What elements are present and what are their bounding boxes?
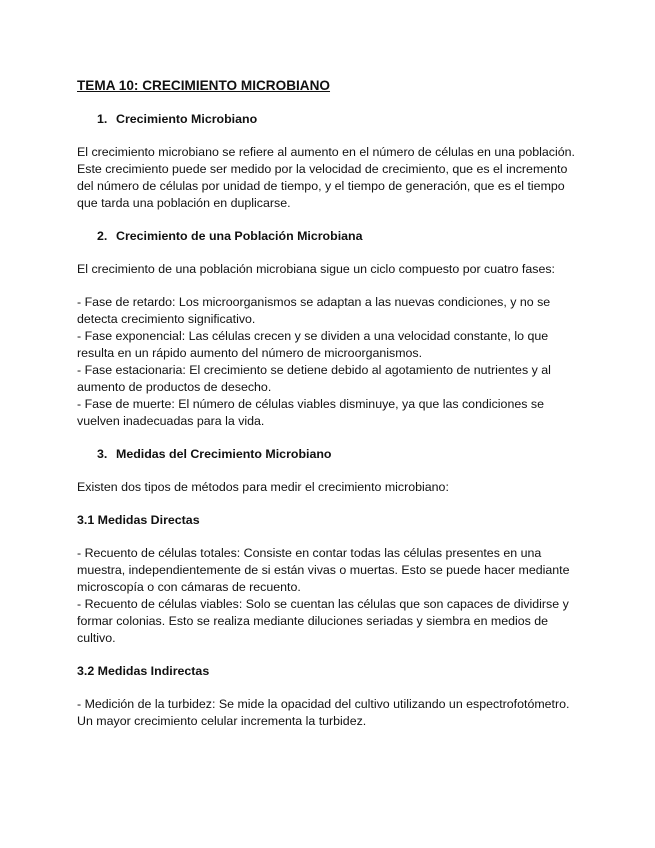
section-heading-text: Medidas del Crecimiento Microbiano: [116, 447, 332, 461]
section-number: 1.: [97, 112, 108, 126]
list-item: - Fase exponencial: Las células crecen y se dividen a una velocidad constante, lo que resulta en un rápido aumento del número de microorganismos.: [77, 329, 549, 360]
section-1-paragraph: El crecimiento microbiano se refiere al aumento en el número de células en una población. Este crecimiento puede ser medido por la velocidad de crecimiento, que es el incremento del número de células por unidad de tiempo, y el tiempo de generación, que es el tiempo que tarda una población en duplicarse.: [77, 145, 575, 210]
list-item: - Recuento de células totales: Consiste en contar todas las células presentes en una muestra, independientemente de si están vivas o muertas. Esto se puede hacer mediante microscopía o con cámaras de recuento.: [77, 546, 570, 594]
list-item: - Fase de retardo: Los microorganismos se adaptan a las nuevas condiciones, y no se detecta crecimiento significativo.: [77, 295, 551, 326]
document-page: [77, 77, 581, 730]
direct-measures-list: [77, 545, 581, 647]
section-heading-3: [97, 446, 581, 463]
section-number: 3.: [97, 447, 108, 461]
section-heading-1: [97, 111, 581, 128]
section-heading-text: Crecimiento Microbiano: [116, 112, 258, 126]
list-item: - Fase de muerte: El número de células viables disminuye, ya que las condiciones se vuelven inadecuadas para la vida.: [77, 397, 544, 428]
indirect-measures-list: [77, 696, 581, 730]
section-2-paragraph: El crecimiento de una población microbiana sigue un ciclo compuesto por cuatro fases:: [77, 262, 555, 276]
subsection-heading-direct: 3.1 Medidas Directas: [77, 513, 200, 527]
section-heading-text: Crecimiento de una Población Microbiana: [116, 229, 363, 243]
list-item: - Medición de la turbidez: Se mide la opacidad del cultivo utilizando un espectrofotómetro. Un mayor crecimiento celular incrementa la turbidez.: [77, 697, 570, 728]
list-item: - Fase estacionaria: El crecimiento se detiene debido al agotamiento de nutrientes y al aumento de productos de desecho.: [77, 363, 551, 394]
list-item: - Recuento de células viables: Solo se cuentan las células que son capaces de dividirse y formar colonias. Esto se realiza mediante diluciones seriadas y siembra en medios de cultivo.: [77, 597, 569, 645]
section-3-paragraph: Existen dos tipos de métodos para medir el crecimiento microbiano:: [77, 480, 449, 494]
section-number: 2.: [97, 229, 108, 243]
growth-phases-list: [77, 294, 581, 430]
section-heading-2: [97, 228, 581, 245]
subsection-heading-indirect: 3.2 Medidas Indirectas: [77, 664, 210, 678]
document-title: TEMA 10: CRECIMIENTO MICROBIANO: [77, 78, 331, 93]
